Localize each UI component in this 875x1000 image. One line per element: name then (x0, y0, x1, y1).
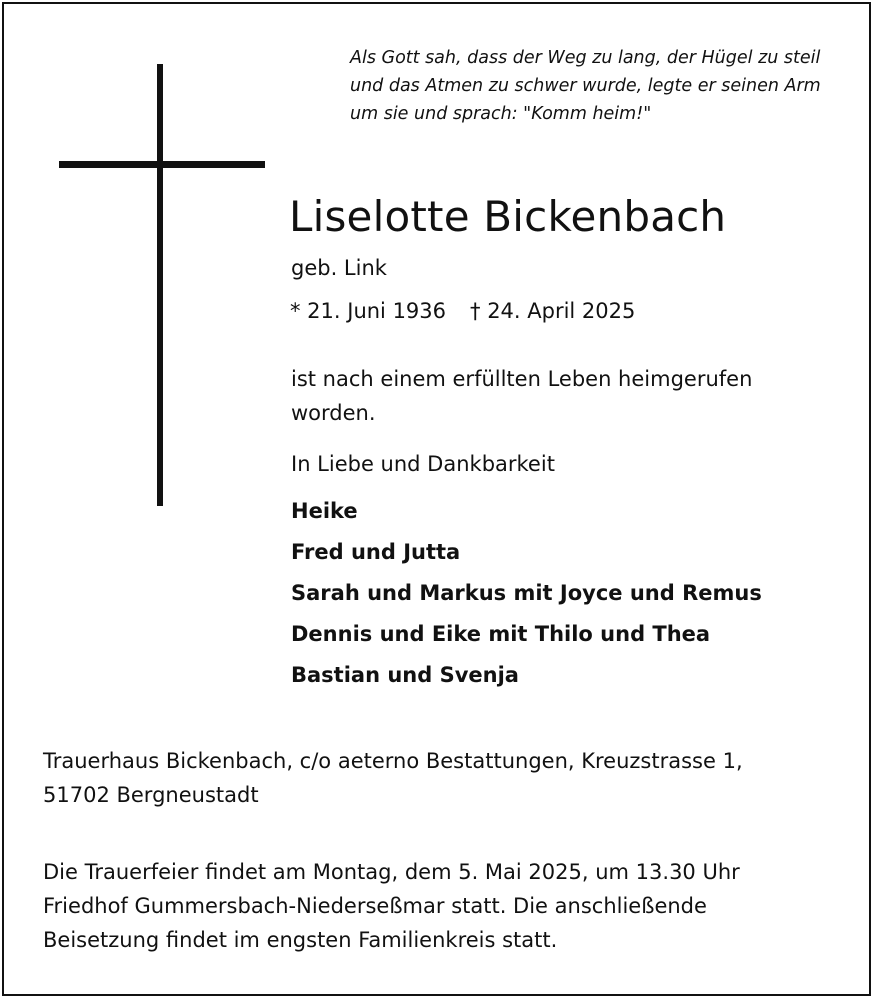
mourners-list (291, 491, 762, 696)
cross-icon (157, 64, 163, 506)
death-date: † 24. April 2025 (470, 299, 636, 323)
birth-date: * 21. Juni 1936 (290, 299, 447, 323)
mourner-entry: Bastian und Svenja (291, 663, 519, 687)
gratitude-line: In Liebe und Dankbarkeit (291, 452, 555, 476)
mourner-entry: Dennis und Eike mit Thilo und Thea (291, 622, 711, 646)
funeral-service-info: Die Trauerfeier findet am Montag, dem 5. Mai 2025, um 13.30 Uhr Friedhof Gummersbach-Niederseßmar statt. Die anschließende Beisetzung findet im engsten Familienkreis statt. (43, 860, 740, 952)
deceased-name: Liselotte Bickenbach (289, 192, 727, 241)
life-dates (290, 294, 635, 328)
mourner-entry: Sarah und Markus mit Joyce und Remus (291, 581, 762, 605)
cross-icon-beam (59, 161, 265, 168)
birth-name: geb. Link (291, 256, 387, 280)
mourner-entry: Heike (291, 499, 358, 523)
mourner-entry: Fred und Jutta (291, 540, 461, 564)
mourning-house-address: Trauerhaus Bickenbach, c/o aeterno Bestattungen, Kreuzstrasse 1, 51702 Bergneustadt (43, 749, 743, 807)
poem-quote: Als Gott sah, dass der Weg zu lang, der Hügel zu steil und das Atmen zu schwer wurde, legte er seinen Arm um sie und sprach: "Komm heim!" (350, 48, 821, 124)
announcement-text: ist nach einem erfüllten Leben heimgerufen worden. (291, 367, 753, 425)
